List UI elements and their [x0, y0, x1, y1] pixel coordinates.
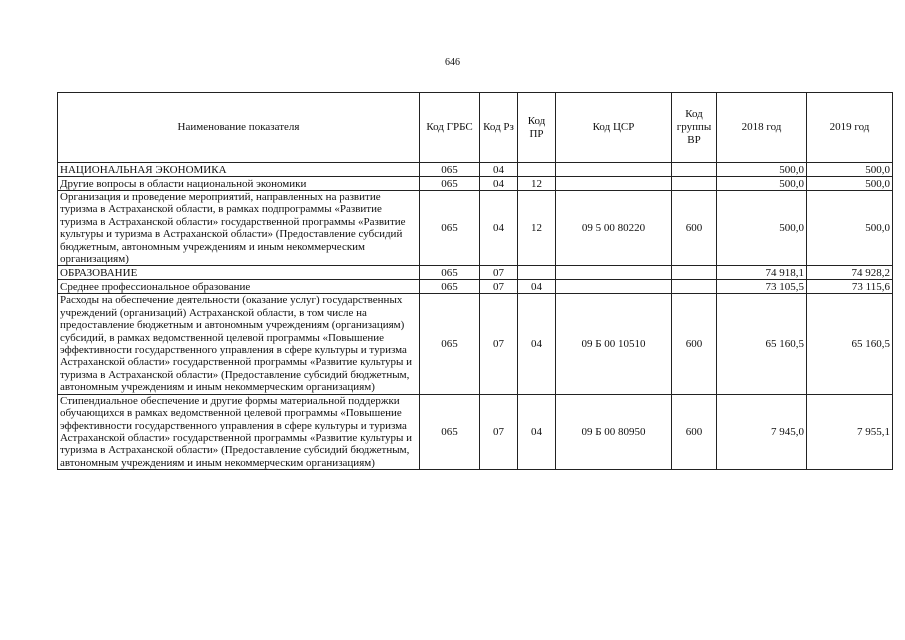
row-vr: [672, 163, 717, 177]
header-grbs: Код ГРБС: [420, 93, 480, 163]
table-row: [58, 191, 893, 266]
row-csr: 09 Б 00 80950: [556, 394, 672, 469]
row-name: ОБРАЗОВАНИЕ: [58, 266, 420, 280]
header-vr: Код группы ВР: [672, 93, 717, 163]
row-2018: 73 105,5: [717, 280, 807, 294]
row-pr: 04: [518, 280, 556, 294]
row-2018: 500,0: [717, 191, 807, 266]
row-csr: [556, 177, 672, 191]
row-pr: 04: [518, 394, 556, 469]
row-vr: [672, 280, 717, 294]
row-grbs: 065: [420, 163, 480, 177]
row-vr: [672, 266, 717, 280]
row-2019: 65 160,5: [807, 294, 893, 394]
row-csr: 09 5 00 80220: [556, 191, 672, 266]
row-rz: 07: [480, 294, 518, 394]
table-row: [58, 394, 893, 469]
row-vr: 600: [672, 394, 717, 469]
row-2018: 500,0: [717, 177, 807, 191]
row-2018: 74 918,1: [717, 266, 807, 280]
row-name: Другие вопросы в области национальной экономики: [58, 177, 420, 191]
row-name: НАЦИОНАЛЬНАЯ ЭКОНОМИКА: [58, 163, 420, 177]
row-grbs: 065: [420, 191, 480, 266]
row-vr: 600: [672, 294, 717, 394]
row-pr: 12: [518, 177, 556, 191]
row-grbs: 065: [420, 266, 480, 280]
row-vr: 600: [672, 191, 717, 266]
row-pr: [518, 163, 556, 177]
row-grbs: 065: [420, 394, 480, 469]
row-2018: 500,0: [717, 163, 807, 177]
row-2019: 500,0: [807, 177, 893, 191]
row-pr: [518, 266, 556, 280]
row-csr: [556, 163, 672, 177]
row-name: Среднее профессиональное образование: [58, 280, 420, 294]
table-row: [58, 163, 893, 177]
row-csr: 09 Б 00 10510: [556, 294, 672, 394]
budget-table: [57, 92, 893, 470]
row-name: Стипендиальное обеспечение и другие формы материальной поддержки обучающихся в рамках ведомственной целевой программы «Повышение эффективности государственного управления в сфере культуры и туризма Астраханской области» государственной программы «Развитие культуры и туризма в Астраханской области» (Предоставление субсидий бюджетным, автономным учреждениям и иным некоммерческим организациям): [58, 394, 420, 469]
row-2019: 500,0: [807, 191, 893, 266]
header-csr: Код ЦСР: [556, 93, 672, 163]
row-csr: [556, 266, 672, 280]
row-2019: 73 115,6: [807, 280, 893, 294]
header-row: [58, 93, 893, 163]
row-2019: 500,0: [807, 163, 893, 177]
row-name: Расходы на обеспечение деятельности (оказание услуг) государственных учреждений (организаций) Астраханской области, в том числе на предоставление бюджетным и автономным учреждениям (организациям) субсидий, в рамках ведомственной целевой программы «Повышение эффективности государственного управления в сфере культуры и туризма Астраханской области» государственной программы «Развитие культуры и туризма в Астраханской области» (Предоставление субсидий бюджетным, автономным учреждениям и иным некоммерческим организациям): [58, 294, 420, 394]
row-rz: 04: [480, 191, 518, 266]
table-row: [58, 280, 893, 294]
row-2018: 7 945,0: [717, 394, 807, 469]
page-number: 646: [445, 57, 460, 68]
row-2018: 65 160,5: [717, 294, 807, 394]
table-row: [58, 177, 893, 191]
header-2018: 2018 год: [717, 93, 807, 163]
row-rz: 07: [480, 394, 518, 469]
row-grbs: 065: [420, 280, 480, 294]
header-2019: 2019 год: [807, 93, 893, 163]
row-rz: 04: [480, 177, 518, 191]
row-vr: [672, 177, 717, 191]
row-grbs: 065: [420, 177, 480, 191]
row-grbs: 065: [420, 294, 480, 394]
row-pr: 04: [518, 294, 556, 394]
header-rz: Код Рз: [480, 93, 518, 163]
table-row: [58, 266, 893, 280]
row-csr: [556, 280, 672, 294]
row-2019: 74 928,2: [807, 266, 893, 280]
row-rz: 07: [480, 280, 518, 294]
table-row: [58, 294, 893, 394]
row-rz: 07: [480, 266, 518, 280]
header-pr: Код ПР: [518, 93, 556, 163]
header-name: Наименование показателя: [58, 93, 420, 163]
row-rz: 04: [480, 163, 518, 177]
row-pr: 12: [518, 191, 556, 266]
row-2019: 7 955,1: [807, 394, 893, 469]
row-name: Организация и проведение мероприятий, направленных на развитие туризма в Астраханской области, в рамках подпрограммы «Развитие туризма в Астраханской области» государственной программы «Развитие культуры и туризма в Астраханской области» (Предоставление субсидий бюджетным, автономным учреждениям и иным некоммерческим организациям): [58, 191, 420, 266]
